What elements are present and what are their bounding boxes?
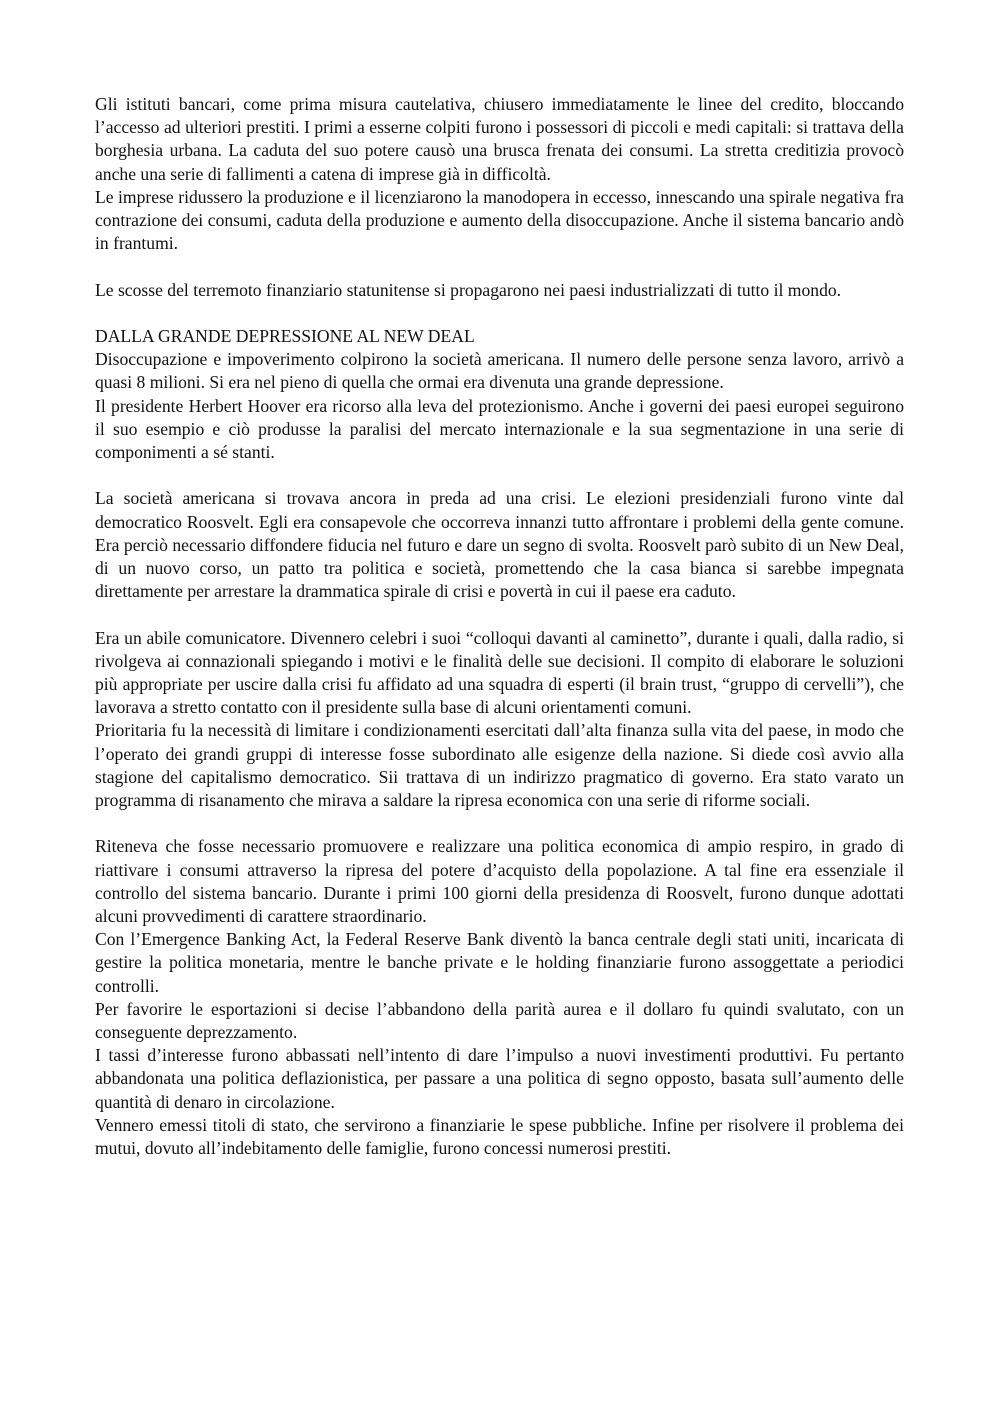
paragraph-communicator: Era un abile comunicatore. Divennero celebri i suoi “colloqui davanti al caminetto”, durante i quali, dalla radio, si rivolgeva ai connazionali spiegando i motivi e le finalità delle sue decisioni. Il compito di elaborare le soluzioni più appropriate per uscire dalla crisi fu affidato ad una squadra di esperti (il brain trust, “gruppo di cervelli”), che lavorava a stretto contatto con il presidente sulla base di alcuni orientamenti comuni. xyxy=(95,627,904,718)
document-page xyxy=(95,93,904,1160)
paragraph-interest-rates: I tassi d’interesse furono abbassati nell’intento di dare l’impulso a nuovi investimenti produttivi. Fu pertanto abbandonata una politica deflazionistica, per passare a una politica di segno opposto, basata sull’aumento delle quantità di denaro in circolazione. xyxy=(95,1045,904,1112)
paragraph-roosevelt-election: La società americana si trovava ancora in preda ad una crisi. Le elezioni presidenziali furono vinte dal democratico Roosvelt. Egli era consapevole che occorreva innanzi tutto affrontare i problemi della gente comune. Era perciò necessario diffondere fiducia nel futuro e dare un segno di svolta. Roosvelt parò subito di un New Deal, di un nuovo corso, un patto tra politica e società, promettendo che la casa bianca si sarebbe impegnata direttamente per arrestare la drammatica spirale di crisi e povertà in cui il paese era caduto. xyxy=(95,488,904,602)
paragraph-protectionism: Il presidente Herbert Hoover era ricorso alla leva del protezionismo. Anche i governi dei paesi europei seguirono il suo esempio e ciò produsse la paralisi del mercato internazionale e la sua segmentazione in una serie di componimenti a sé stanti. xyxy=(95,395,904,463)
paragraph-finance-limits: Prioritaria fu la necessità di limitare i condizionamenti esercitati dall’alta finanza sulla vita del paese, in modo che l’operato dei grandi gruppi di interesse fosse subordinato alle esigenze della nazione. Si diede così avvio alla stagione del capitalismo democratico. Sii trattava di un indirizzo pragmatico di governo. Era stato varato un programma di risanamento che mirava a saldare la ripresa economica con una serie di riforme sociali. xyxy=(95,720,904,811)
section-heading: DALLA GRANDE DEPRESSIONE AL NEW DEAL xyxy=(95,326,475,346)
paragraph-gold-standard: Per favorire le esportazioni si decise l’abbandono della parità aurea e il dollaro fu quindi svalutato, con un conseguente deprezzamento. xyxy=(95,998,904,1043)
paragraph-global-shock: Le scosse del terremoto finanziario statunitense si propagarono nei paesi industrializzati di tutto il mondo. xyxy=(95,279,842,300)
paragraph-production-cuts: Le imprese ridussero la produzione e il licenziarono la manodopera in eccesso, innescando una spirale negativa fra contrazione dei consumi, caduta della produzione e aumento della disoccupazione. Anche il sistema bancario andò in frantumi. xyxy=(95,186,904,254)
paragraph-state-bonds: Vennero emessi titoli di stato, che servirono a finanziarie le spese pubbliche. Infine per risolvere il problema dei mutui, dovuto all’indebitamento delle famiglie, furono concessi numerosi prestiti. xyxy=(95,1114,904,1159)
paragraph-economic-policy: Riteneva che fosse necessario promuovere e realizzare una politica economica di ampio respiro, in grado di riattivare i consumi attraverso la ripresa del potere d’acquisto della popolazione. A tal fine era essenziale il controllo del sistema bancario. Durante i primi 100 giorni della presidenza di Roosvelt, furono dunque adottati alcuni provvedimenti di carattere straordinario. xyxy=(95,836,904,927)
paragraph-banking-act: Con l’Emergence Banking Act, la Federal Reserve Bank diventò la banca centrale degli stati uniti, incaricata di gestire la politica monetaria, mentre le banche private e le holding finanziarie furono assoggettate a periodici controlli. xyxy=(95,929,904,996)
paragraph-credit-lines: Gli istituti bancari, come prima misura cautelativa, chiusero immediatamente le linee del credito, bloccando l’accesso ad ulteriori prestiti. I primi a esserne colpiti furono i possessori di piccoli e medi capitali: si trattava della borghesia urbana. La caduta del suo potere causò una brusca frenata dei consumi. La stretta creditizia provocò anche una serie di fallimenti a catena di imprese già in difficoltà. xyxy=(95,94,904,184)
paragraph-unemployment: Disoccupazione e impoverimento colpirono la società americana. Il numero delle persone senza lavoro, arrivò a quasi 8 milioni. Si era nel pieno di quella che ormai era divenuta una grande depressione. xyxy=(95,349,904,393)
